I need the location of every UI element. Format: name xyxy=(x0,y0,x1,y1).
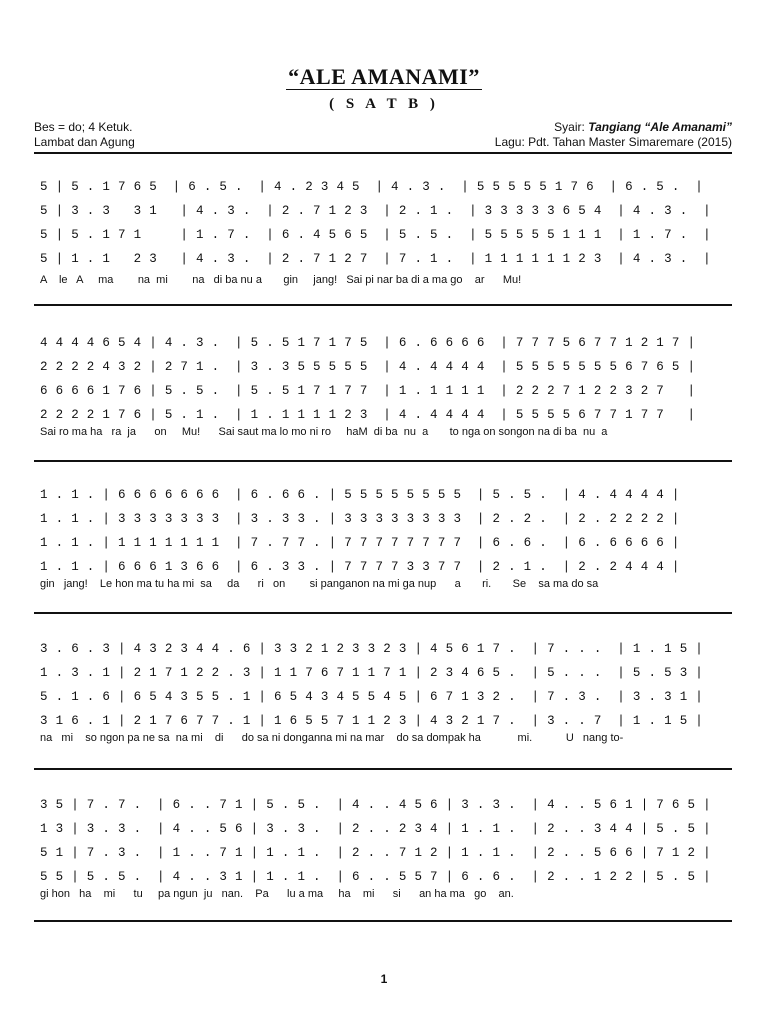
score-meta-left xyxy=(34,120,135,150)
score-system xyxy=(34,632,732,772)
song-title-text: “ALE AMANAMI” xyxy=(288,64,480,89)
bass-line: 5 | 1 . 1 2 3 | 4 . 3 . | 2 . 7 1 2 7 | 7 . 1 . | 1 1 1 1 1 1 2 3 | 4 . 3 . | xyxy=(40,252,711,266)
alto-line: 2 2 2 2 4 3 2 | 2 7 1 . | 3 . 3 5 5 5 5 5 | 4 . 4 4 4 4 | 5 5 5 5 5 5 5 6 7 6 5 | xyxy=(40,360,696,374)
lyrics-line: Sai ro ma ha ra ja on Mu! Sai saut ma lo mo ni ro haM di ba nu a to nga on songon na di ba nu a xyxy=(40,426,608,438)
lyrics-credit-label: Syair: xyxy=(554,120,589,134)
bass-line: 2 2 2 2 1 7 6 | 5 . 1 . | 1 . 1 1 1 1 2 3 | 4 . 4 4 4 4 | 5 5 5 5 6 7 7 1 7 7 | xyxy=(40,408,696,422)
soprano-line: 4 4 4 4 6 5 4 | 4 . 3 . | 5 . 5 1 7 1 7 5 | 6 . 6 6 6 6 | 7 7 7 5 6 7 7 1 2 1 7 | xyxy=(40,336,696,350)
key-signature: Bes = do; 4 Ketuk. xyxy=(34,120,133,134)
page-number: 1 xyxy=(380,972,388,986)
alto-line: 1 . 3 . 1 | 2 1 7 1 2 2 . 3 | 1 1 7 6 7 1 1 7 1 | 2 3 4 6 5 . | 5 . . . | 5 . 5 3 | xyxy=(40,666,704,680)
soprano-line: 5 | 5 . 1 7 6 5 | 6 . 5 . | 4 . 2 3 4 5 | 4 . 3 . | 5 5 5 5 5 1 7 6 | 6 . 5 . | xyxy=(40,180,704,194)
staff-divider xyxy=(34,612,732,614)
tenor-line: 5 1 | 7 . 3 . | 1 . . 7 1 | 1 . 1 . | 2 . . 7 1 2 | 1 . 1 . | 2 . . 5 6 6 | 7 1 2 | xyxy=(40,846,711,860)
soprano-line: 3 . 6 . 3 | 4 3 2 3 4 4 . 6 | 3 3 2 1 2 3 3 2 3 | 4 5 6 1 7 . | 7 . . . | 1 . 1 5 | xyxy=(40,642,704,656)
lyrics-line: na mi so ngon pa ne sa na mi di do sa ni donganna mi na mar do sa dompak ha mi. U nang to- xyxy=(40,732,624,744)
tenor-line: 5 | 5 . 1 7 1 | 1 . 7 . | 6 . 4 5 6 5 | 5 . 5 . | 5 5 5 5 5 1 1 1 | 1 . 7 . | xyxy=(40,228,711,242)
lyrics-line: gin jang! Le hon ma tu ha mi sa da ri on si panganon na mi ga nup a ri. Se sa ma do sa xyxy=(40,578,599,590)
song-subtitle: ( S A T B ) xyxy=(329,96,439,112)
tenor-line: 5 . 1 . 6 | 6 5 4 3 5 5 . 1 | 6 5 4 3 4 5 5 4 5 | 6 7 1 3 2 . | 7 . 3 . | 3 . 3 1 | xyxy=(40,690,704,704)
song-title xyxy=(0,64,768,90)
alto-line: 5 | 3 . 3 3 1 | 4 . 3 . | 2 . 7 1 2 3 | 2 . 1 . | 3 3 3 3 3 6 5 4 | 4 . 3 . | xyxy=(40,204,711,218)
music-credit: Lagu: Pdt. Tahan Master Simaremare (2015) xyxy=(494,135,732,149)
lyrics-line: gi hon ha mi tu pa ngun ju nan. Pa lu a ma ha mi si an ha ma go an. xyxy=(40,888,514,900)
bass-line: 5 5 | 5 . 5 . | 4 . . 3 1 | 1 . 1 . | 6 . . 5 5 7 | 6 . 6 . | 2 . . 1 2 2 | 5 . 5 | xyxy=(40,870,711,884)
tenor-line: 1 . 1 . | 1 1 1 1 1 1 1 | 7 . 7 7 . | 7 7 7 7 7 7 7 7 | 6 . 6 . | 6 . 6 6 6 6 | xyxy=(40,536,680,550)
staff-divider xyxy=(34,460,732,462)
tenor-line: 6 6 6 6 1 7 6 | 5 . 5 . | 5 . 5 1 7 1 7 7 | 1 . 1 1 1 1 | 2 2 2 7 1 2 2 3 2 7 | xyxy=(40,384,696,398)
alto-line: 1 . 1 . | 3 3 3 3 3 3 3 | 3 . 3 3 . | 3 3 3 3 3 3 3 3 | 2 . 2 . | 2 . 2 2 2 2 | xyxy=(40,512,680,526)
alto-line: 1 3 | 3 . 3 . | 4 . . 5 6 | 3 . 3 . | 2 . . 2 3 4 | 1 . 1 . | 2 . . 3 4 4 | 5 . 5 | xyxy=(40,822,711,836)
tempo-marking: Lambat dan Agung xyxy=(34,135,135,149)
score-system xyxy=(34,326,732,466)
score-system xyxy=(34,788,732,928)
score-system xyxy=(34,478,732,618)
staff-divider xyxy=(34,152,732,154)
staff-divider xyxy=(34,920,732,922)
lyrics-line: A le A ma na mi na di ba nu a gin jang! Sai pi nar ba di a ma go ar Mu! xyxy=(40,274,522,286)
soprano-line: 3 5 | 7 . 7 . | 6 . . 7 1 | 5 . 5 . | 4 . . 4 5 6 | 3 . 3 . | 4 . . 5 6 1 | 7 6 5 | xyxy=(40,798,711,812)
bass-line: 1 . 1 . | 6 6 6 1 3 6 6 | 6 . 3 3 . | 7 7 7 7 3 3 7 7 | 2 . 1 . | 2 . 2 4 4 4 | xyxy=(40,560,680,574)
soprano-line: 1 . 1 . | 6 6 6 6 6 6 6 | 6 . 6 6 . | 5 5 5 5 5 5 5 5 | 5 . 5 . | 4 . 4 4 4 4 | xyxy=(40,488,680,502)
staff-divider xyxy=(34,768,732,770)
lyrics-credit xyxy=(495,120,732,135)
score-system xyxy=(34,170,732,310)
lyrics-credit-source: Tangiang “Ale Amanami” xyxy=(588,120,732,134)
score-meta-right xyxy=(495,120,732,150)
staff-divider xyxy=(34,304,732,306)
bass-line: 3 1 6 . 1 | 2 1 7 6 7 7 . 1 | 1 6 5 5 7 1 1 2 3 | 4 3 2 1 7 . | 3 . . 7 | 1 . 1 5 | xyxy=(40,714,704,728)
